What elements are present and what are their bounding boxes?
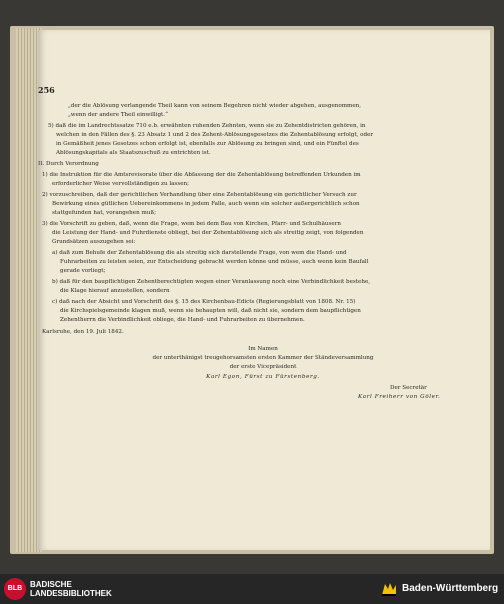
text-line: Ablösungskapitals als Staatszuschuß zu entrichten ist. [56, 150, 211, 156]
text-line: 3) die Vorschrift zu geben, daß, wenn die Frage, wem bei dem Bau von Kirchen, Pfarr- und Schulhäusern [42, 221, 341, 227]
text-line: Bewirkung eines gütlichen Uebereinkommens in jedem Falle, auch wenn ein solcher außergerichtlich schon [52, 201, 360, 207]
text-line: „wenn der andere Theil einwilligt.“ [68, 112, 168, 118]
closing-line: Im Namen [248, 346, 278, 352]
closing-line: der erste Vicepräsident [229, 364, 297, 370]
text-line: Grundsätzen auszugehen sei: [52, 239, 136, 245]
text-line: gerade vorliegt; [60, 268, 106, 274]
text-line: c) daß nach der Absicht und Vorschrift des §. 15 des Kirchenbau-Edicts (Regierungsblatt von 1808. Nr. 15) [52, 299, 356, 305]
text-line: Fuhrarbeiten zu leisten seien, zur Entscheidung gebracht werden könne und müsse, auch wenn kein Baufall [60, 259, 369, 265]
signature-president: Karl Egon, Fürst zu Fürstenberg. [206, 374, 320, 380]
document-page [38, 30, 490, 550]
text-line: die Leistung der Hand- und Fuhrdienste obliegt, bei der Zehentablösung sich als streitig zeigt, von folgenden [52, 230, 364, 236]
section-heading: II. Durch Verordnung [38, 161, 99, 167]
text-line: stattgefunden hat, vorangehen muß; [52, 210, 156, 216]
text-line: die Kirchspielsgemeinde klagen muß, wenn sie behaupten will, daß nicht sie, sondern dem baupflichtigen [60, 308, 361, 314]
state-name: Baden-Württemberg [402, 583, 499, 594]
text-line: in Gemäßheit jenes Gesetzes schon erfolgt ist, ebenfalls zur Ablösung zu bringen sind, und ein Fünftel des [56, 141, 359, 147]
text-line: 1) die Instruktion für die Amtsrevisorate über die Abfassung der die Zehentablösung betreffenden Urkunden im [42, 172, 361, 178]
closing-line: der unterthänigst treugehorsamsten ersten Kammer der Ständeversammlung [152, 355, 374, 361]
text-line: 5) daß die im Landrechtssatze 710 e.b. erwähnten ruhenden Zehnten, wenn sie zu Zehentdistricten gehören, in [48, 123, 366, 129]
secretary-label: Der Secretär [390, 385, 427, 391]
library-name: BADISCHE LANDESBIBLIOTHEK [30, 580, 112, 598]
text-line: Zehentherrn die Verbindlichkeit obliege, die Hand- und Fuhrarbeiten zu übernehmen. [60, 317, 305, 323]
text-line: erforderlicher Weise vervollständigen zu lassen; [52, 181, 190, 187]
blb-logo-icon: BLB [4, 578, 26, 600]
signature-secretary: Karl Freiherr von Göler. [358, 394, 441, 400]
footer-bar [0, 574, 504, 604]
text-line: welchen in den Fällen des §. 23 Absatz 1 und 2 des Zehent-Ablösungsgesetzes die Zehentablösung erfolgt, oder [56, 132, 374, 138]
dateline: Karlsruhe, den 19. Juli 1842. [42, 329, 124, 335]
lions-crest-icon [380, 581, 398, 597]
text-line: „der die Ablösung verlangende Theil kann von seinem Begehren nicht wieder abgehen, ausgenommen, [68, 103, 362, 109]
text-line: a) daß zum Behufe der Zehentablösung die als streitig sich darstellende Frage, von wem die Hand- und [52, 250, 347, 256]
text-line: die Klage hierauf anzustellen, sondern [60, 288, 170, 294]
text-line: b) daß für den baupflichtigen Zehentberechtigten wegen einer Veranlassung noch eine Verbindlichkeit bestehe, [52, 279, 371, 285]
text-line: 2) vorzuschreiben, daß der gerichtlichen Verhandlung über eine Zehentablösung ein gerichtlicher Versuch zur [42, 192, 357, 198]
page-number: 256 [38, 85, 55, 95]
